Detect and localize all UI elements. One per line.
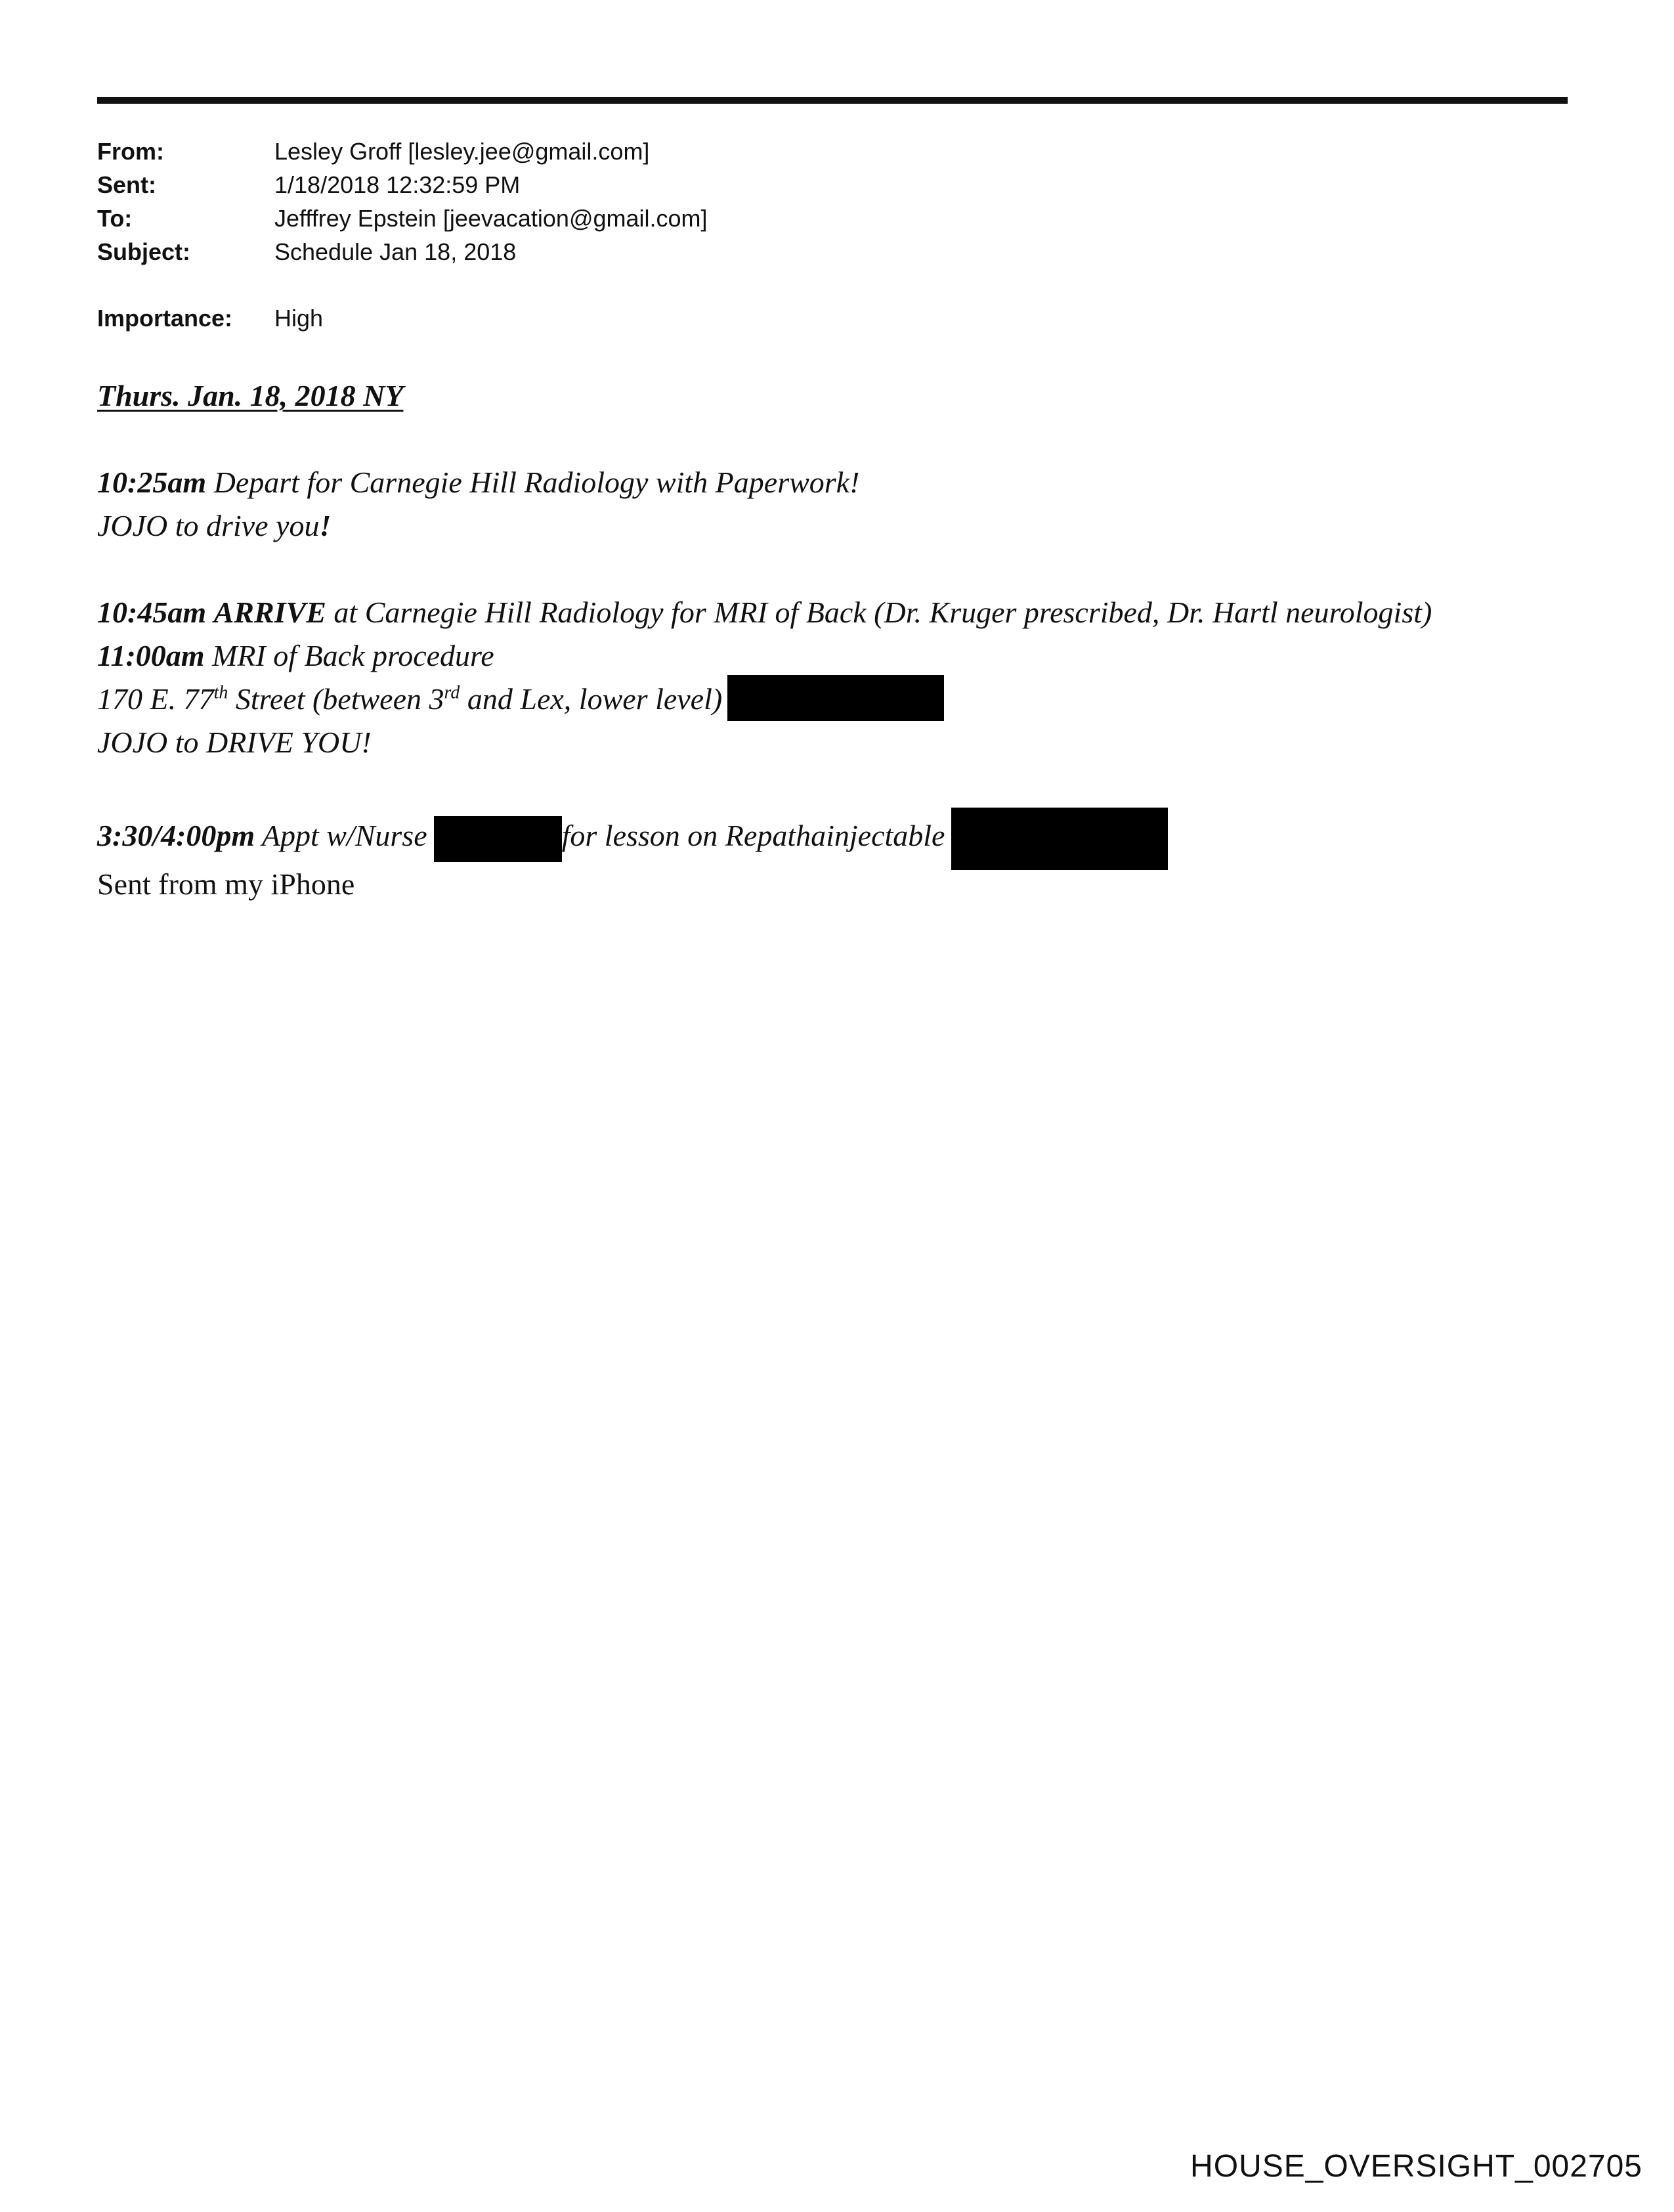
- spacer: [97, 418, 1432, 461]
- schedule-item-nurse: [97, 808, 1432, 851]
- to-row: [97, 202, 708, 235]
- item4-text: Appt w/Nurse: [255, 819, 427, 853]
- sent-label: Sent:: [97, 171, 156, 198]
- bates-number: HOUSE_OVERSIGHT_002705: [1190, 2149, 1642, 2184]
- email-body: [97, 374, 1432, 906]
- to-value: Jefffrey Epstein [jeevacation@gmail.com]: [274, 205, 708, 232]
- importance-label: Importance:: [97, 305, 233, 332]
- item2-arrive: ARRIVE: [213, 596, 326, 629]
- item1-time: 10:25am: [97, 466, 207, 499]
- item4-time: 3:30/4:00pm: [97, 819, 255, 853]
- signoff: Sent from my iPhone: [97, 867, 355, 901]
- importance-row: [97, 301, 708, 335]
- item3-time: 11:00am: [97, 639, 205, 672]
- redaction-box: [951, 808, 1168, 870]
- from-row: [97, 135, 708, 168]
- date-heading: Thurs. Jan. 18, 2018 NY: [97, 379, 404, 412]
- address-sup1: th: [213, 682, 228, 703]
- item3-text: MRI of Back procedure: [204, 639, 494, 672]
- schedule-item-procedure: [97, 634, 1432, 678]
- item1-line2-excl: !: [319, 509, 332, 542]
- subject-row: [97, 235, 708, 269]
- from-label: From:: [97, 138, 164, 165]
- sent-value: 1/18/2018 12:32:59 PM: [274, 171, 521, 198]
- from-value: Lesley Groff [lesley.jee@gmail.com]: [274, 138, 650, 165]
- top-divider: [97, 97, 1568, 104]
- address-sup2: rd: [444, 682, 460, 703]
- address-part3: and Lex, lower level): [460, 682, 723, 716]
- schedule-item-arrive: [97, 591, 1432, 634]
- item2-text: at Carnegie Hill Radiology for MRI of Back (Dr. Kruger prescribed, Dr. Hartl neurologist): [326, 596, 1432, 629]
- to-label: To:: [97, 205, 133, 232]
- sent-row: [97, 168, 708, 202]
- email-header: [97, 135, 708, 335]
- redaction-box: [434, 816, 562, 862]
- schedule-drive-line: JOJO to DRIVE YOU!: [97, 726, 372, 759]
- schedule-address: [97, 678, 1432, 721]
- item4-text2: for lesson on Repathainjectable: [561, 819, 945, 853]
- item1-text: Depart for Carnegie Hill Radiology with Paperwork!: [206, 466, 860, 499]
- spacer: [97, 548, 1432, 591]
- item1-line2-text: JOJO to drive you: [97, 509, 320, 542]
- spacer: [97, 764, 1432, 808]
- redaction-box: [727, 675, 944, 721]
- item2-time: 10:45am: [97, 596, 207, 629]
- schedule-item-depart: [97, 461, 1432, 504]
- address-part2: Street (between 3: [228, 682, 444, 716]
- importance-value: High: [274, 305, 324, 332]
- subject-value: Schedule Jan 18, 2018: [274, 238, 517, 265]
- schedule-item-driver: [97, 504, 1432, 548]
- subject-label: Subject:: [97, 238, 191, 265]
- address-part1: 170 E. 77: [97, 682, 214, 716]
